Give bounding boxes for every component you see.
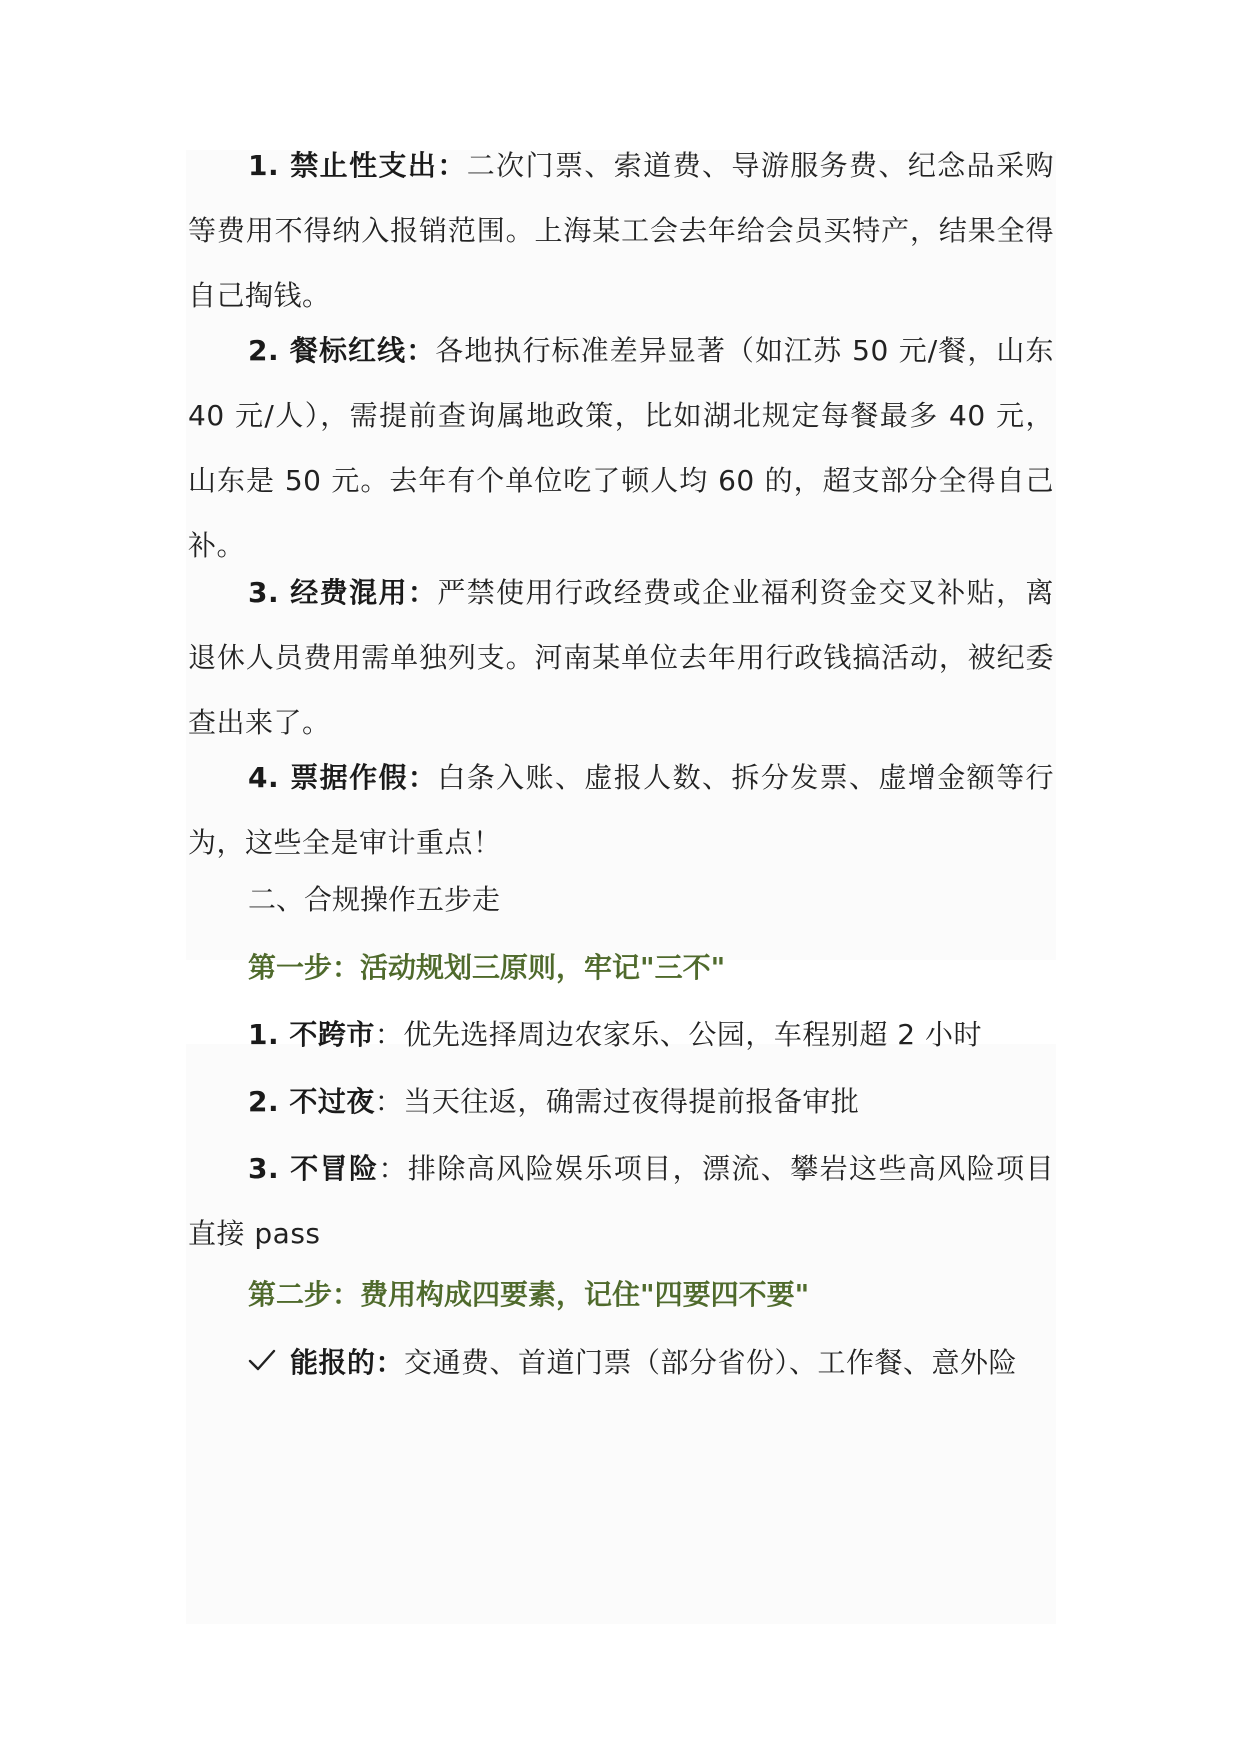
rule-label: 1. 禁止性支出： xyxy=(248,149,467,182)
rule-label: 2. 餐标红线： xyxy=(248,334,436,367)
rule-item-3 xyxy=(188,560,1054,755)
step1-heading: 第一步：活动规划三原则，牢记"三不" xyxy=(248,951,726,984)
rule-item-2 xyxy=(188,318,1054,578)
rule-text: 严禁使用行政经费或企业福利资金交叉补贴，离退休人员费用需单独列支。河南某单位去年用行政钱搞活动，被纪委查出来了。 xyxy=(188,576,1054,739)
section-heading: 二、合规操作五步走 xyxy=(248,883,501,916)
rule-label: 3. 经费混用： xyxy=(248,576,438,609)
principle-label: 2. 不过夜 xyxy=(248,1085,375,1118)
rule-text: 各地执行标准差异显著（如江苏 50 元/餐，山东 40 元/人），需提前查询属地政策，比如湖北规定每餐最多 40 元，山东是 50 元。去年有个单位吃了顿人均 60 的，超支部分全得自己补。 xyxy=(188,334,1054,562)
check-label: 能报的： xyxy=(290,1346,405,1379)
rule-item-1 xyxy=(188,133,1054,328)
principle-text: ：排除高风险娱乐项目，漂流、攀岩这些高风险项目直接 pass xyxy=(188,1152,1054,1250)
principle-label: 3. 不冒险 xyxy=(248,1152,379,1185)
step1-item-1 xyxy=(188,1002,1054,1067)
step2-check-item xyxy=(188,1330,1054,1395)
principle-text: ：优先选择周边农家乐、公园，车程别超 2 小时 xyxy=(374,1018,982,1051)
checkmark-icon xyxy=(248,1330,276,1395)
step1-item-3 xyxy=(188,1136,1054,1266)
step2-heading: 第二步：费用构成四要素，记住"四要四不要" xyxy=(248,1278,810,1311)
check-text: 交通费、首道门票（部分省份）、工作餐、意外险 xyxy=(404,1346,1018,1379)
principle-label: 1. 不跨市 xyxy=(248,1018,375,1051)
rule-label: 4. 票据作假： xyxy=(248,761,438,794)
rule-item-4 xyxy=(188,745,1054,875)
step1-item-2 xyxy=(188,1069,1054,1134)
principle-text: ：当天往返，确需过夜得提前报备审批 xyxy=(374,1085,860,1118)
rule-text: 二次门票、索道费、导游服务费、纪念品采购等费用不得纳入报销范围。上海某工会去年给会员买特产，结果全得自己掏钱。 xyxy=(188,149,1054,312)
rule-text: 白条入账、虚报人数、拆分发票、虚增金额等行为，这些全是审计重点！ xyxy=(188,761,1054,859)
